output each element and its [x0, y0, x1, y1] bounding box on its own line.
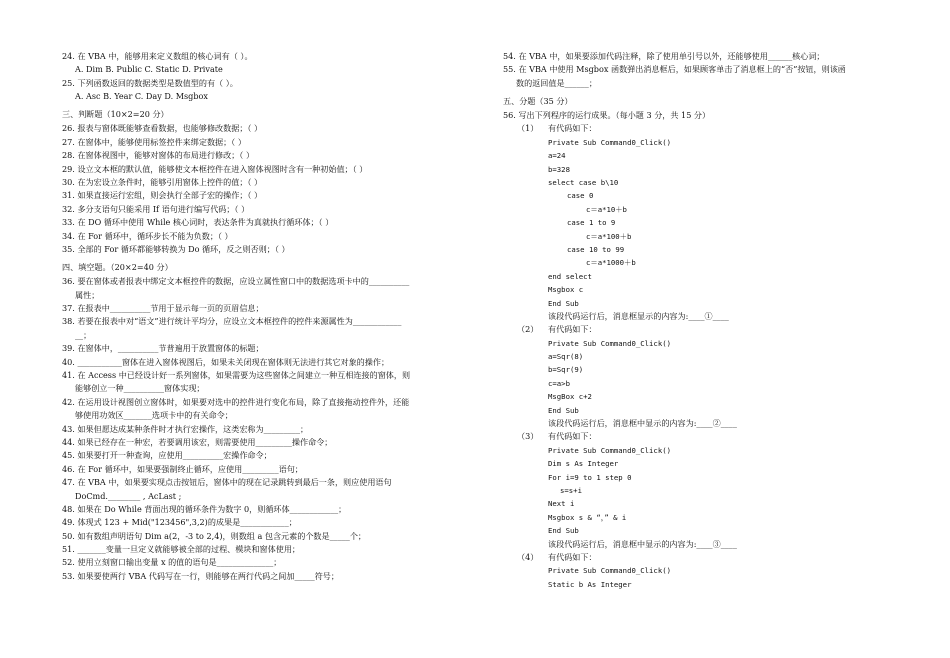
question-line: 28. 在窗体视图中，能够对窗体的布局进行修改；（ ）: [62, 150, 255, 161]
subquestion-number: （1）: [517, 123, 539, 134]
code-line: b=328: [548, 164, 570, 174]
subquestion-text: 有代码如下：: [548, 123, 597, 134]
question-line: 33. 在 DO 循环中使用 While 核心词时，表达条件为真就执行循环体；（ ）: [62, 217, 334, 228]
question-line: 25. 下列函数返回的数据类型是数值型的有（ ）。: [62, 77, 238, 88]
question-continuation: DoCmd.________ , AcLast ;: [75, 490, 182, 501]
code-line: select case b\10: [548, 178, 619, 188]
code-line: Static b As Integer: [548, 579, 632, 589]
code-line: End Sub: [548, 405, 579, 415]
question-line: 50. 如有数组声明语句 Dim a(2，-3 to 2,4)，则数组 a 包含元素的个数是_____个；: [62, 530, 367, 541]
left-column: [62, 50, 457, 583]
question-line: 39. 在窗体中，__________节普遍用于放置窗体的标题；: [62, 343, 264, 354]
question-line: 42. 在运用设计视图创立窗体时，如果要对选中的控件进行变化布局，除了直接拖动控件外，还能: [62, 396, 410, 407]
code-line: s=s+i: [560, 486, 582, 495]
question-continuation: 够使用功效区_______选项卡中的有关命令；: [75, 410, 233, 421]
code-line: c＝a*1000＋b: [586, 258, 636, 268]
question-line: 41. 在 Access 中已经设计好一系列窗体，如果需要为这些窗体之间建立一种互相连接的窗体，则: [62, 369, 411, 380]
question-line: 46. 在 For 循环中，如果要强制终止循环，应使用_________语句；: [62, 463, 303, 474]
code-line: c＝a*100＋b: [586, 231, 632, 241]
code-line: case 0: [567, 191, 594, 201]
question-line: 49. 体现式 123 + Mid("123456",3,2)的成果是____________；: [62, 517, 297, 528]
question-line: 35. 全部的 For 循环都能够转换为 Do 循环，反之则否则；（ ）: [62, 243, 290, 254]
answer-prompt: 该段代码运行后，消息框中显示的内容为:____②____: [548, 418, 737, 429]
code-line: End Sub: [548, 298, 579, 308]
question-line: 40. ___________窗体在进入窗体视图后，如果未关闭现在窗体则无法进行其它对象的操作；: [62, 356, 390, 367]
code-line: For i=9 to 1 step 0: [548, 472, 632, 482]
question-line: 26. 报表与窗体既能够查看数据，也能够修改数据；（ ）: [62, 123, 263, 134]
question-line: 51. _______变量一旦定义就能够被全部的过程、模块和窗体使用；: [62, 544, 301, 555]
question-line: 31. 如果直接运行宏组，则会执行全部子宏的操作；（ ）: [62, 190, 263, 201]
question-line: 30. 在为宏设立条件时，能够引用窗体上控件的值；（ ）: [62, 177, 263, 188]
subquestion-text: 有代码如下：: [548, 324, 597, 335]
code-line: Private Sub Command0_Click(): [548, 566, 672, 576]
code-line: case 1 to 9: [567, 218, 616, 228]
code-line: a=Sqr(8): [548, 352, 584, 362]
code-line: Private Sub Command0_Click(): [548, 338, 672, 348]
code-line: Private Sub Command0_Click(): [548, 445, 672, 455]
answer-options: A. Asc B. Year C. Day D. Msgbox: [75, 91, 208, 102]
question-line: 48. 如果在 Do While 背面出现的循环条件为数字 0，则循环体____________；: [62, 503, 347, 514]
question-line: 36. 要在窗体或者报表中绑定文本框控件的数据，应设立属性窗口中的数据选项卡中的__________: [62, 276, 410, 287]
question-line: 29. 设立文本框的默认值，能够使文本框控件在进入窗体视图时含有一种初始值；（ ）: [62, 163, 368, 174]
code-line: Msgbox s & “，” & i: [548, 512, 627, 522]
code-line: End Sub: [548, 526, 579, 536]
subquestion-text: 有代码如下：: [548, 431, 597, 442]
code-line: Next i: [548, 499, 575, 509]
subquestion-number: （3）: [517, 431, 539, 442]
question-line: 55. 在 VBA 中使用 Msgbox 函数弹出消息框后，如果顾客单击了消息框上的“否”按钮，则该函: [503, 64, 846, 75]
code-line: Msgbox c: [548, 285, 584, 295]
code-line: case 10 to 99: [567, 244, 625, 254]
code-line: Dim s As Integer: [548, 459, 619, 469]
code-line: a=24: [548, 151, 566, 161]
question-line: 53. 如果要使两行 VBA 代码写在一行，则能够在两行代码之间加_____符号；: [62, 570, 339, 581]
code-line: Private Sub Command0_Click(): [548, 137, 672, 147]
answer-prompt: 该段代码运行后，消息框显示的内容为:____①____: [548, 310, 729, 321]
question-line: 27. 在窗体中，能够使用标签控件来绑定数据；（ ）: [62, 136, 246, 147]
subquestion-header: [503, 323, 903, 336]
code-line: c＝a*10＋b: [586, 204, 627, 214]
subquestion-header: [503, 430, 903, 443]
question-continuation: 数的返回值是______；: [516, 77, 597, 88]
subquestion-header: [503, 551, 903, 564]
question-line: 44. 如果已经存在一种宏，若要调用该宏，则需要使用_________操作命令；: [62, 436, 333, 447]
code-line: MsgBox c+2: [548, 392, 592, 402]
question-line: 34. 在 For 循环中，循环步长不能为负数；（ ）: [62, 230, 233, 241]
question-continuation: __；: [75, 329, 92, 340]
answer-options: A. Dim B. Public C. Static D. Private: [75, 64, 223, 75]
section-heading: 四、填空题。（20×2=40 分）: [62, 261, 173, 272]
code-line: b=Sqr(9): [548, 365, 584, 375]
question-line: 47. 在 VBA 中，如果要实现点击按钮后，窗体中的现在记录跳转到最后一条，则应使用语句: [62, 477, 392, 488]
subquestion-text: 有代码如下：: [548, 551, 597, 562]
question-line: 45. 如果要打开一种查询，应使用__________宏操作命令；: [62, 450, 272, 461]
subquestion-number: （2）: [517, 324, 539, 335]
subquestion-number: （4）: [517, 551, 539, 562]
question-line: 37. 在报表中__________节用于显示每一页的页眉信息；: [62, 303, 264, 314]
question-continuation: 能够创立一种__________窗体实现；: [75, 383, 205, 394]
code-line: end select: [548, 271, 592, 281]
section-heading: 三、判断题（10×2=20 分）: [62, 109, 169, 120]
question-line: 56. 写出下列程序的运行成果。（每小题 3 分，共 15 分）: [503, 110, 711, 121]
question-line: 52. 使用立刻窗口输出变量 x 的值的语句是______________；: [62, 557, 282, 568]
right-column: [503, 50, 903, 591]
subquestion-header: [503, 122, 903, 135]
answer-prompt: 该段代码运行后，消息框中显示的内容为:____③____: [548, 538, 737, 549]
code-line: c=a>b: [548, 378, 570, 388]
question-line: 38. 若要在报表中对“语文”进行统计平均分，应设立文本框控件的控件来源属性为____________: [62, 316, 402, 327]
question-continuation: 属性；: [75, 289, 100, 300]
question-line: 24. 在 VBA 中，能够用来定义数组的核心词有（ ）。: [62, 51, 253, 61]
question-line: 43. 如果但愿达成某种条件时才执行宏操作，这类宏称为_________；: [62, 423, 309, 434]
question-line: 32. 多分支语句只能采用 If 语句进行编写代码；（ ）: [62, 203, 250, 214]
question-line: 54. 在 VBA 中，如果要添加代码注释，除了使用单引号以外，还能够使用______核心词；: [503, 51, 825, 61]
section-heading: 五、分题（35 分）: [503, 95, 573, 106]
